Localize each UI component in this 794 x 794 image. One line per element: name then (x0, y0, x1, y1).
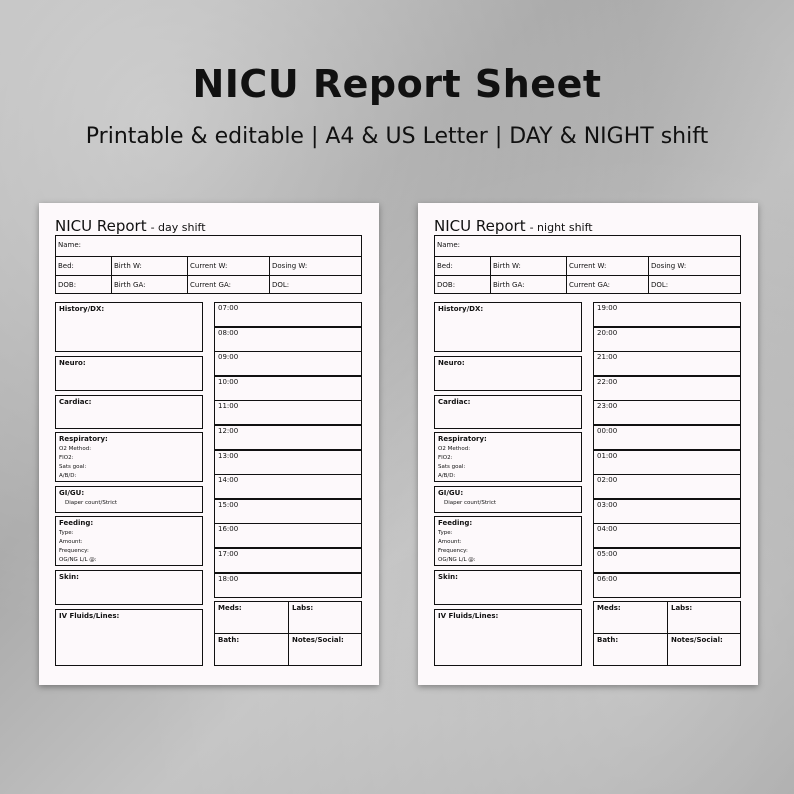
history-section-label: History/DX: (59, 305, 105, 313)
divider (187, 256, 188, 294)
gigu-section-label: GI/GU: (438, 489, 464, 497)
divider (490, 256, 491, 294)
respiratory-section-sub-label: A/B/D: (438, 473, 456, 479)
skin-section (434, 570, 582, 605)
time-label: 18:00 (218, 574, 239, 583)
time-label: 20:00 (597, 328, 618, 337)
time-slot (593, 376, 741, 401)
neuro-section-label: Neuro: (438, 359, 465, 367)
sheet-title (434, 217, 593, 235)
header-subtitle: Printable & editable | A4 & US Letter | DAY & NIGHT shift (85, 124, 709, 149)
respiratory-section-sub-label: FIO2: (438, 455, 453, 461)
feeding-section-sub-label: Frequency: (438, 548, 468, 554)
gigu-section-label: GI/GU: (59, 489, 85, 497)
dol-field: DOL: (272, 281, 290, 289)
time-slot (593, 450, 741, 475)
respiratory-section-sub-label: A/B/D: (59, 473, 77, 479)
respiratory-section (55, 432, 203, 482)
time-label: 23:00 (597, 402, 618, 411)
respiratory-section-sub-label: Sats goal: (59, 464, 87, 470)
time-slot (214, 499, 362, 524)
gigu-section (55, 486, 203, 513)
current-weight-field: Current W: (569, 262, 607, 270)
respiratory-section-label: Respiratory: (59, 435, 108, 443)
shift-label: - night shift (529, 221, 593, 234)
iv-fluids-section-label: IV Fluids/Lines: (438, 612, 499, 620)
birth-weight-field: Birth W: (493, 262, 521, 270)
divider (55, 256, 362, 257)
skin-section (55, 570, 203, 605)
divider (288, 601, 289, 666)
time-slot (593, 499, 741, 524)
time-label: 03:00 (597, 500, 618, 509)
time-label: 12:00 (218, 427, 239, 435)
time-slot (214, 425, 362, 450)
time-slot (214, 450, 362, 475)
divider (55, 275, 362, 276)
sheet-title-text: NICU Report (434, 217, 526, 235)
gigu-section-sub-label: Diaper count/Strict (444, 500, 497, 506)
meds-label: Meds: (218, 604, 242, 612)
divider (434, 256, 741, 257)
time-label: 10:00 (218, 377, 239, 386)
time-slot (593, 327, 741, 352)
feeding-section-label: Feeding: (438, 519, 473, 527)
meds-label: Meds: (597, 604, 621, 612)
name-field: Name: (437, 241, 461, 249)
time-label: 02:00 (597, 476, 618, 485)
divider (269, 256, 270, 294)
time-slot (593, 523, 741, 548)
current-weight-field: Current W: (190, 262, 228, 270)
shift-label: - day shift (150, 221, 206, 234)
cardiac-section (55, 395, 203, 429)
feeding-section (434, 516, 582, 566)
time-slot (214, 474, 362, 499)
time-slot (593, 302, 741, 327)
feeding-section-sub-label: Frequency: (59, 548, 89, 554)
sheet-title (55, 217, 206, 235)
feeding-section (55, 516, 203, 566)
respiratory-section-label: Respiratory: (438, 435, 487, 443)
time-slot (214, 376, 362, 401)
time-slot (593, 351, 741, 376)
feeding-section-sub-label: Amount: (59, 539, 83, 545)
time-slot (593, 548, 741, 573)
time-label: 00:00 (597, 427, 618, 435)
time-label: 15:00 (218, 500, 239, 509)
notes-social-label: Notes/Social: (292, 636, 344, 644)
divider (667, 601, 668, 666)
divider (434, 275, 741, 276)
cardiac-section-label: Cardiac: (438, 398, 471, 406)
dosing-weight-field: Dosing W: (272, 262, 308, 270)
feeding-section-sub-label: Type: (438, 530, 453, 536)
gigu-section (434, 486, 582, 513)
time-slot (214, 302, 362, 327)
time-slot (593, 425, 741, 450)
divider (111, 256, 112, 294)
bath-label: Bath: (218, 636, 240, 644)
divider (566, 256, 567, 294)
iv-fluids-section-label: IV Fluids/Lines: (59, 612, 120, 620)
dob-field: DOB: (58, 281, 77, 289)
time-slot (593, 400, 741, 425)
neuro-section (55, 356, 203, 391)
header-title: NICU Report Sheet (192, 62, 602, 106)
time-label: 13:00 (218, 451, 239, 460)
respiratory-section (434, 432, 582, 482)
feeding-section-sub-label: Type: (59, 530, 74, 536)
feeding-section-sub-label: Amount: (438, 539, 462, 545)
respiratory-section-sub-label: O2 Method: (438, 446, 471, 452)
labs-label: Labs: (671, 604, 693, 612)
time-label: 16:00 (218, 525, 239, 534)
history-section (434, 302, 582, 352)
gigu-section-sub-label: Diaper count/Strict (65, 500, 118, 506)
time-slot (214, 351, 362, 376)
time-label: 14:00 (218, 476, 239, 485)
divider (648, 256, 649, 294)
time-label: 01:00 (597, 451, 618, 460)
time-label: 21:00 (597, 353, 618, 362)
time-slot (214, 327, 362, 352)
cardiac-section-label: Cardiac: (59, 398, 92, 406)
time-slot (214, 523, 362, 548)
bed-field: Bed: (58, 262, 74, 270)
time-label: 11:00 (218, 402, 239, 411)
time-label: 05:00 (597, 550, 618, 558)
time-label: 17:00 (218, 550, 239, 558)
day-shift-sheet (39, 203, 379, 685)
feeding-section-sub-label: OG/NG L/L @: (438, 557, 476, 563)
time-label: 04:00 (597, 525, 618, 534)
neuro-section-label: Neuro: (59, 359, 86, 367)
time-slot (214, 548, 362, 573)
respiratory-section-sub-label: O2 Method: (59, 446, 92, 452)
respiratory-section-sub-label: FIO2: (59, 455, 74, 461)
name-field: Name: (58, 241, 82, 249)
sheet-title-text: NICU Report (55, 217, 147, 235)
labs-label: Labs: (292, 604, 314, 612)
cardiac-section (434, 395, 582, 429)
time-slot (593, 474, 741, 499)
history-section (55, 302, 203, 352)
time-label: 08:00 (218, 328, 239, 337)
skin-section-label: Skin: (438, 573, 458, 581)
time-slot (593, 573, 741, 598)
feeding-section-label: Feeding: (59, 519, 94, 527)
time-label: 07:00 (218, 304, 239, 312)
current-ga-field: Current GA: (569, 281, 610, 289)
current-ga-field: Current GA: (190, 281, 231, 289)
time-label: 22:00 (597, 377, 618, 386)
birth-weight-field: Birth W: (114, 262, 142, 270)
iv-fluids-section (55, 609, 203, 666)
bed-field: Bed: (437, 262, 453, 270)
iv-fluids-section (434, 609, 582, 666)
birth-ga-field: Birth GA: (493, 281, 525, 289)
respiratory-section-sub-label: Sats goal: (438, 464, 466, 470)
bath-label: Bath: (597, 636, 619, 644)
dosing-weight-field: Dosing W: (651, 262, 687, 270)
feeding-section-sub-label: OG/NG L/L @: (59, 557, 97, 563)
neuro-section (434, 356, 582, 391)
notes-social-label: Notes/Social: (671, 636, 723, 644)
night-shift-sheet (418, 203, 758, 685)
dob-field: DOB: (437, 281, 456, 289)
time-slot (214, 400, 362, 425)
skin-section-label: Skin: (59, 573, 79, 581)
history-section-label: History/DX: (438, 305, 484, 313)
time-label: 19:00 (597, 304, 618, 312)
time-label: 09:00 (218, 353, 239, 362)
time-label: 06:00 (597, 574, 618, 583)
birth-ga-field: Birth GA: (114, 281, 146, 289)
dol-field: DOL: (651, 281, 669, 289)
time-slot (214, 573, 362, 598)
